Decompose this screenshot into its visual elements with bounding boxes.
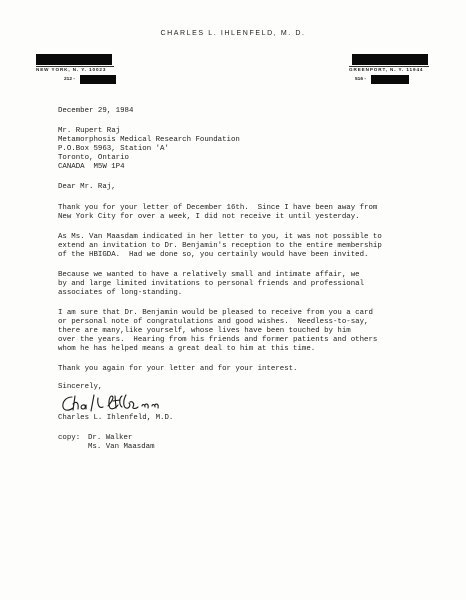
redacted-phone-left (80, 75, 116, 84)
body-line: As Ms. Van Maasdam indicated in her letter to you, it was not possible to (58, 233, 382, 241)
body-line: of the HBIGDA. Had we done so, you certainly would have been invited. (58, 251, 369, 259)
right-phone-prefix: 516 - (355, 77, 366, 82)
body-line: I am sure that Dr. Benjamin would be pleased to receive from you a card (58, 309, 373, 317)
redacted-phone-right (371, 75, 409, 84)
recipient-line: Metamorphosis Medical Research Foundation (58, 136, 240, 144)
copy-recipient: Dr. Walker (88, 434, 133, 442)
letter-date: December 29, 1984 (58, 107, 134, 115)
recipient-line: Toronto, Ontario (58, 154, 129, 162)
body-line: Thank you for your letter of December 16th. Since I have been away from (58, 204, 378, 212)
copy-recipient: Ms. Van Maasdam (88, 443, 155, 451)
copy-label: copy: (58, 434, 81, 442)
signer-name: Charles L. Ihlenfeld, M.D. (58, 414, 174, 422)
body-line: whom he has helped means a great deal to him at this time. (58, 345, 316, 353)
redacted-address-right (352, 54, 428, 65)
letterhead-name: CHARLES L. IHLENFELD, M. D. (160, 30, 306, 37)
left-office-city: NEW YORK, N. Y. 10023 (36, 67, 107, 72)
handwritten-signature (58, 392, 170, 414)
left-phone-prefix: 212 - (64, 77, 75, 82)
body-line: by and large limited invitations to personal friends and professional (58, 280, 365, 288)
recipient-line: Mr. Rupert Raj (58, 127, 121, 135)
recipient-line: CANADA M5W 1P4 (58, 163, 125, 171)
body-line: extend an invitation to Dr. Benjamin's reception to the entire membership (58, 242, 382, 250)
body-line: there are many,like yourself, whose lives have been touched by him (58, 327, 351, 335)
closing: Sincerely, (58, 383, 103, 391)
body-line: associates of long-standing. (58, 289, 183, 297)
recipient-line: P.O.Box 5963, Station 'A' (58, 145, 169, 153)
redacted-address-left (36, 54, 112, 65)
salutation: Dear Mr. Raj, (58, 183, 116, 191)
body-line: or personal note of congratulations and good wishes. Needless-to-say, (58, 318, 369, 326)
body-line: Because we wanted to have a relatively small and intimate affair, we (58, 271, 360, 279)
right-office-city: GREENPORT, N. Y. 11944 (349, 67, 424, 72)
body-line: New York City for over a week, I did not receive it until yesterday. (58, 213, 360, 221)
body-line: over the years. Hearing from his friends and former patients and others (58, 336, 378, 344)
body-line: Thank you again for your letter and for your interest. (58, 365, 298, 373)
